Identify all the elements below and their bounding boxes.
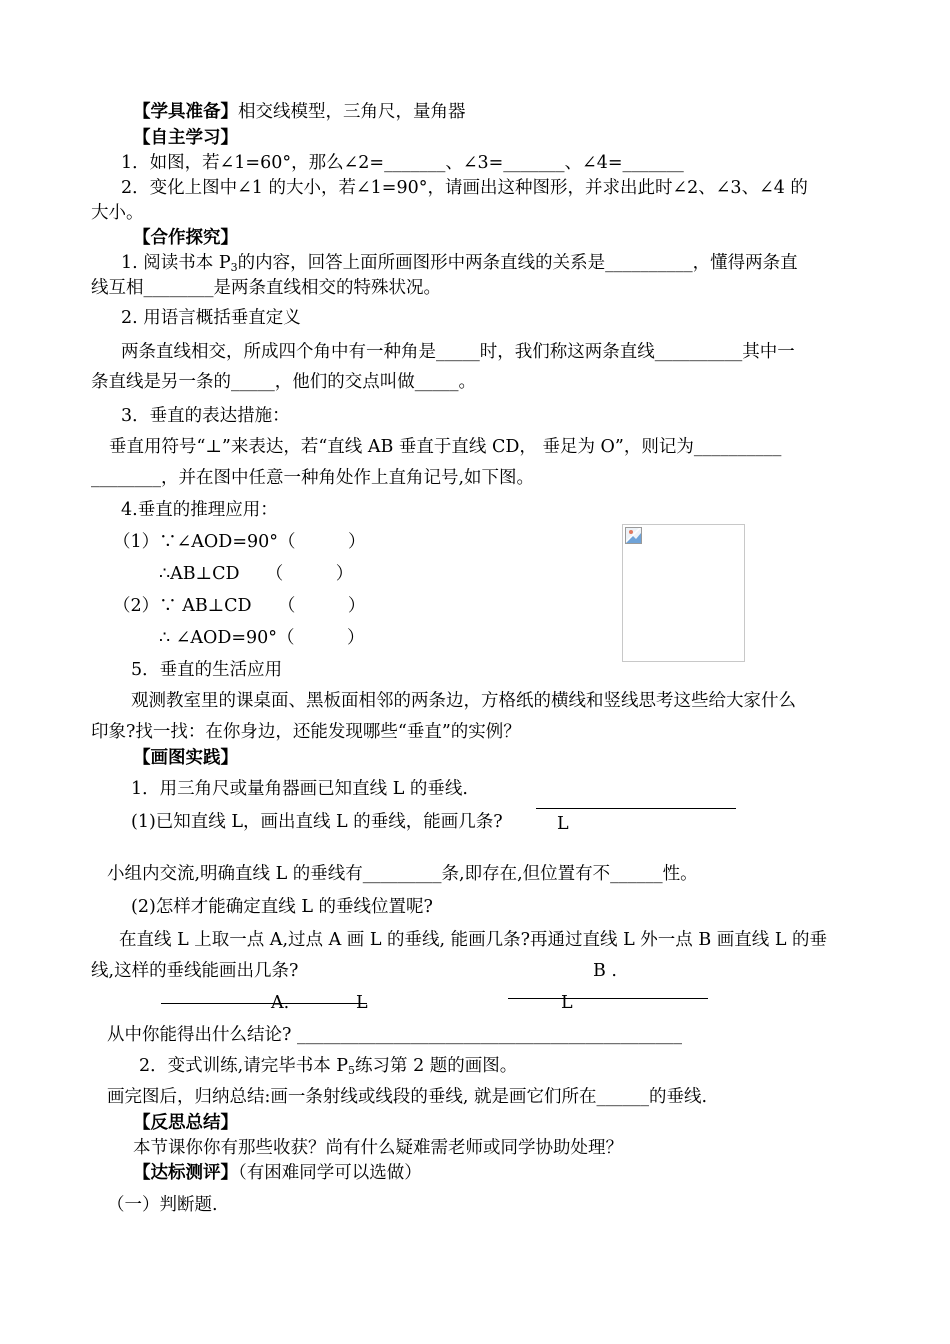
label-L-2: L bbox=[356, 993, 368, 1013]
reasoning-1: （1）∵∠AOD=90°（ ） bbox=[113, 532, 366, 552]
line-L-with-A bbox=[161, 1003, 367, 1004]
reasoning-3: （2）∵ AB⊥CD （ ） bbox=[113, 596, 366, 616]
self-study-heading: 【自主学习】 bbox=[133, 128, 238, 148]
page-subscript-2: 5 bbox=[348, 1064, 356, 1077]
tools-text: 相交线模型，三角尺，量角器 bbox=[238, 102, 466, 122]
test-note: （有困难同学可以选做） bbox=[238, 1163, 422, 1183]
coop-item5: 5．垂直的生活应用 bbox=[131, 660, 283, 680]
reasoning-2: ∴AB⊥CD （ ） bbox=[159, 564, 354, 584]
coop-item1-line1 bbox=[121, 252, 798, 274]
line-L-1 bbox=[536, 808, 736, 809]
self-study-q2-line1: 2．变化上图中∠1 的大小，若∠1=90°，请画出这种图形，并求出此时∠2、∠3、∠4 的 bbox=[121, 178, 808, 198]
coop-item3: 3．垂直的表达措施： bbox=[121, 406, 290, 426]
reasoning-4: ∴ ∠AOD=90°（ ） bbox=[159, 628, 365, 648]
coop-item4: 4.垂直的推理应用： bbox=[121, 500, 278, 520]
tools-line bbox=[133, 101, 466, 123]
coop-item2: 2. 用语言概括垂直定义 bbox=[121, 308, 301, 328]
drawing-item1-d: 在直线 L 上取一点 A,过点 A 画 L 的垂线, 能画几条?再通过直线 L 外一点 B 画直线 L 的垂 bbox=[119, 930, 828, 950]
broken-image-icon bbox=[625, 527, 642, 544]
drawing-heading: 【画图实践】 bbox=[133, 748, 238, 768]
label-A: A. bbox=[271, 993, 290, 1013]
coop-item1-text-a: 1. 阅读书本 P bbox=[121, 253, 231, 273]
coop-item2-line2: 条直线是另一条的_____，他们的交点叫做_____。 bbox=[91, 372, 476, 392]
tools-heading: 【学具准备】 bbox=[133, 102, 238, 122]
drawing-summary: 画完图后，归纳总结:画一条射线或线段的垂线, 就是画它们所在______的垂线. bbox=[107, 1087, 708, 1107]
coop-item3-line1: 垂直用符号“⊥”来表达，若“直线 AB 垂直于直线 CD， 垂足为 O”，则记为__________ bbox=[109, 437, 782, 457]
coop-item5-line1: 观测教室里的课桌面、黑板面相邻的两条边，方格纸的横线和竖线思考这些给大家什么 bbox=[131, 691, 796, 711]
coop-item3-line2: ________，并在图中任意一种角处作上直角记号,如下图。 bbox=[91, 468, 535, 488]
drawing-item1-b: 小组内交流,明确直线 L 的垂线有_________条,即存在,但位置有不______性。 bbox=[107, 864, 698, 884]
coop-heading: 【合作探究】 bbox=[133, 228, 238, 248]
figure-image-placeholder bbox=[622, 524, 745, 662]
page-subscript: 3 bbox=[230, 261, 238, 274]
self-study-q2-line2: 大小。 bbox=[91, 203, 144, 223]
reflect-heading: 【反思总结】 bbox=[133, 1113, 238, 1133]
drawing-item1-a: (1)已知直线 L，画出直线 L 的垂线，能画几条? bbox=[131, 812, 503, 832]
drawing-item2-text-a: 2．变式训练,请完毕书本 P bbox=[139, 1056, 349, 1076]
drawing-conclusion: 从中你能得出什么结论? ____________________________________________ bbox=[107, 1025, 682, 1045]
drawing-item1: 1．用三角尺或量角器画已知直线 L 的垂线. bbox=[131, 779, 468, 799]
label-L-1: L bbox=[557, 814, 569, 834]
test-line bbox=[133, 1162, 422, 1184]
coop-item1-line2: 线互相________是两条直线相交的特殊状况。 bbox=[91, 278, 441, 298]
coop-item2-line1: 两条直线相交，所成四个角中有一种角是_____时，我们称这两条直线__________其中一 bbox=[121, 342, 795, 362]
self-study-q1: 1．如图，若∠1=60°，那么∠2=_______、∠3=_______、∠4=_______ bbox=[121, 153, 684, 173]
test-part1: （一）判断题. bbox=[107, 1195, 218, 1215]
label-B: B . bbox=[593, 961, 617, 981]
drawing-item1-c: (2)怎样才能确定直线 L 的垂线位置呢? bbox=[131, 897, 433, 917]
reflect-text: 本节课你你有那些收获？尚有什么疑难需老师或同学协助处理？ bbox=[133, 1138, 623, 1158]
test-heading: 【达标测评】 bbox=[133, 1163, 238, 1183]
drawing-item2 bbox=[139, 1055, 517, 1077]
coop-item5-line2: 印象?找一找：在你身边，还能发现哪些“垂直”的实例？ bbox=[91, 722, 521, 742]
coop-item1-text-b: 的内容，回答上面所画图形中两条直线的关系是__________，懂得两条直 bbox=[237, 253, 798, 273]
line-L-with-B bbox=[508, 998, 708, 999]
drawing-item2-text-b: 练习第 2 题的画图。 bbox=[355, 1056, 518, 1076]
drawing-item1-e: 线,这样的垂线能画出几条? bbox=[91, 961, 299, 981]
label-L-3: L bbox=[561, 993, 573, 1013]
